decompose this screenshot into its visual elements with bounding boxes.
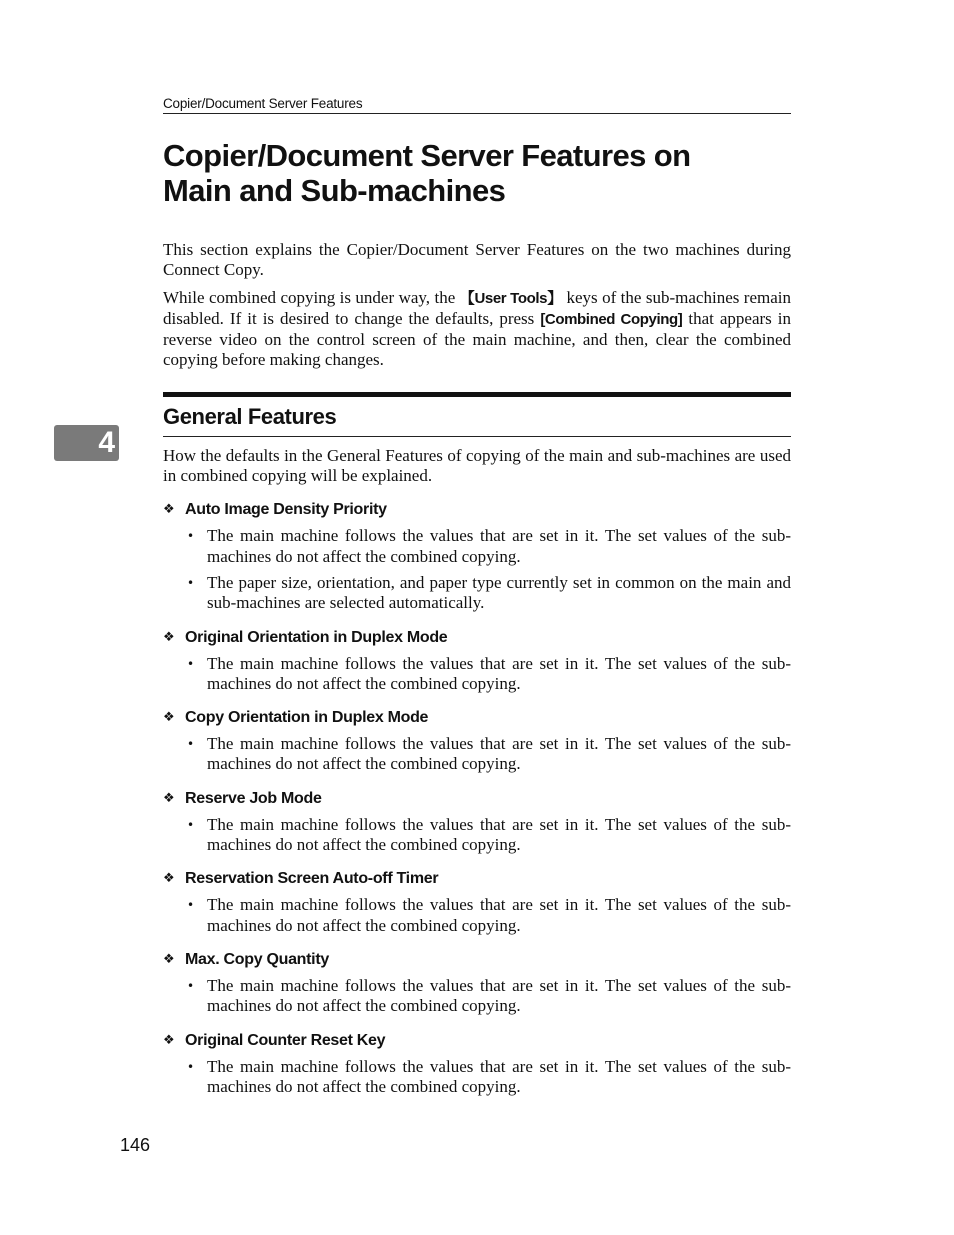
- feature-heading-label: Original Counter Reset Key: [185, 1031, 386, 1049]
- intro-paragraph: This section explains the Copier/Document Server Features on the two machines during Connect Copy.: [163, 240, 791, 280]
- diamond-bullet-icon: ❖: [163, 1032, 175, 1048]
- feature-heading: [163, 1030, 791, 1052]
- combined-copying-paragraph: [163, 288, 791, 371]
- list-item: [163, 976, 791, 1017]
- bullet-list: [163, 895, 791, 936]
- feature-heading-label: Original Orientation in Duplex Mode: [185, 628, 448, 646]
- diamond-bullet-icon: ❖: [163, 951, 175, 967]
- paragraph-text-3: that appears in reverse video on the control screen of the main machine, and then, clear the combined copying before making changes.: [163, 308, 792, 370]
- page-content: [163, 138, 791, 1103]
- list-item: [163, 895, 791, 936]
- feature-heading-label: Auto Image Density Priority: [185, 501, 387, 519]
- feature-heading: [163, 627, 791, 649]
- list-item: [163, 815, 791, 856]
- bullet-list: [163, 815, 791, 856]
- list-item: [163, 654, 791, 695]
- feature-list: [163, 499, 791, 1097]
- page-title-line-2: Main and Sub-machines: [163, 173, 506, 208]
- bullet-dot-icon: •: [187, 656, 195, 671]
- feature-heading: [163, 499, 791, 521]
- feature-heading-label: Max. Copy Quantity: [185, 950, 329, 968]
- paragraph-text-2: keys of the sub-machines remain disabled. If it is desired to change the defaults, press: [163, 287, 791, 328]
- paragraph-text-1: While combined copying is under way, the: [163, 287, 460, 307]
- feature-section: [163, 1030, 791, 1098]
- section-title: General Features: [163, 397, 791, 437]
- bullet-dot-icon: •: [187, 817, 195, 832]
- bullet-dot-icon: •: [187, 898, 195, 913]
- bullet-dot-icon: •: [187, 1059, 195, 1074]
- list-item-text: The main machine follows the values that are set in it. The set values of the sub-machines do not affect the combined copying.: [207, 526, 791, 566]
- bullet-list: [163, 734, 791, 775]
- feature-heading: [163, 868, 791, 890]
- feature-heading: [163, 707, 791, 729]
- section-intro: How the defaults in the General Features of copying of the main and sub-machines are used in combined copying will be explained.: [163, 445, 791, 486]
- list-item-text: The main machine follows the values that are set in it. The set values of the sub-machines do not affect the combined copying.: [207, 814, 791, 855]
- list-item-text: The paper size, orientation, and paper type currently set in common on the main and sub-machines are selected automatically.: [207, 572, 791, 613]
- bullet-dot-icon: •: [187, 737, 195, 752]
- bullet-dot-icon: •: [187, 529, 195, 544]
- list-item: [163, 526, 791, 567]
- diamond-bullet-icon: ❖: [163, 871, 175, 887]
- bullet-dot-icon: •: [187, 575, 195, 590]
- diamond-bullet-icon: ❖: [163, 710, 175, 726]
- feature-section: [163, 707, 791, 775]
- list-item-text: The main machine follows the values that are set in it. The set values of the sub-machines do not affect the combined copying.: [207, 653, 791, 693]
- list-item-text: The main machine follows the values that are set in it. The set values of the sub-machines do not affect the combined copying.: [207, 895, 791, 935]
- page-title-line-1: Copier/Document Server Features on: [163, 138, 691, 173]
- bullet-list: [163, 976, 791, 1017]
- running-header: Copier/Document Server Features: [163, 96, 791, 114]
- diamond-bullet-icon: ❖: [163, 790, 175, 806]
- feature-heading-label: Reservation Screen Auto-off Timer: [185, 870, 439, 888]
- bullet-dot-icon: •: [187, 978, 195, 993]
- chapter-number: 4: [98, 426, 115, 459]
- bullet-list: [163, 654, 791, 695]
- page-title: [163, 138, 791, 208]
- list-item: [163, 734, 791, 775]
- feature-section: [163, 499, 791, 613]
- chapter-tab: [54, 425, 119, 461]
- bullet-list: [163, 1057, 791, 1098]
- feature-heading-label: Reserve Job Mode: [185, 789, 322, 807]
- list-item-text: The main machine follows the values that are set in it. The set values of the sub-machines do not affect the combined copying.: [207, 1056, 791, 1096]
- user-tools-key-label: 【User Tools】: [459, 289, 563, 307]
- list-item-text: The main machine follows the values that are set in it. The set values of the sub-machines do not affect the combined copying.: [207, 975, 791, 1016]
- feature-heading-label: Copy Orientation in Duplex Mode: [185, 709, 429, 727]
- bullet-list: [163, 526, 791, 613]
- feature-section: [163, 949, 791, 1017]
- list-item-text: The main machine follows the values that are set in it. The set values of the sub-machines do not affect the combined copying.: [207, 734, 791, 774]
- list-item: [163, 1057, 791, 1098]
- list-item: [163, 573, 791, 614]
- diamond-bullet-icon: ❖: [163, 629, 175, 645]
- page-number: 146: [120, 1135, 151, 1155]
- feature-heading: [163, 949, 791, 971]
- feature-section: [163, 788, 791, 856]
- combined-copying-key-label: [Combined Copying]: [540, 310, 683, 328]
- feature-section: [163, 627, 791, 695]
- feature-heading: [163, 788, 791, 810]
- diamond-bullet-icon: ❖: [163, 502, 175, 518]
- feature-section: [163, 868, 791, 936]
